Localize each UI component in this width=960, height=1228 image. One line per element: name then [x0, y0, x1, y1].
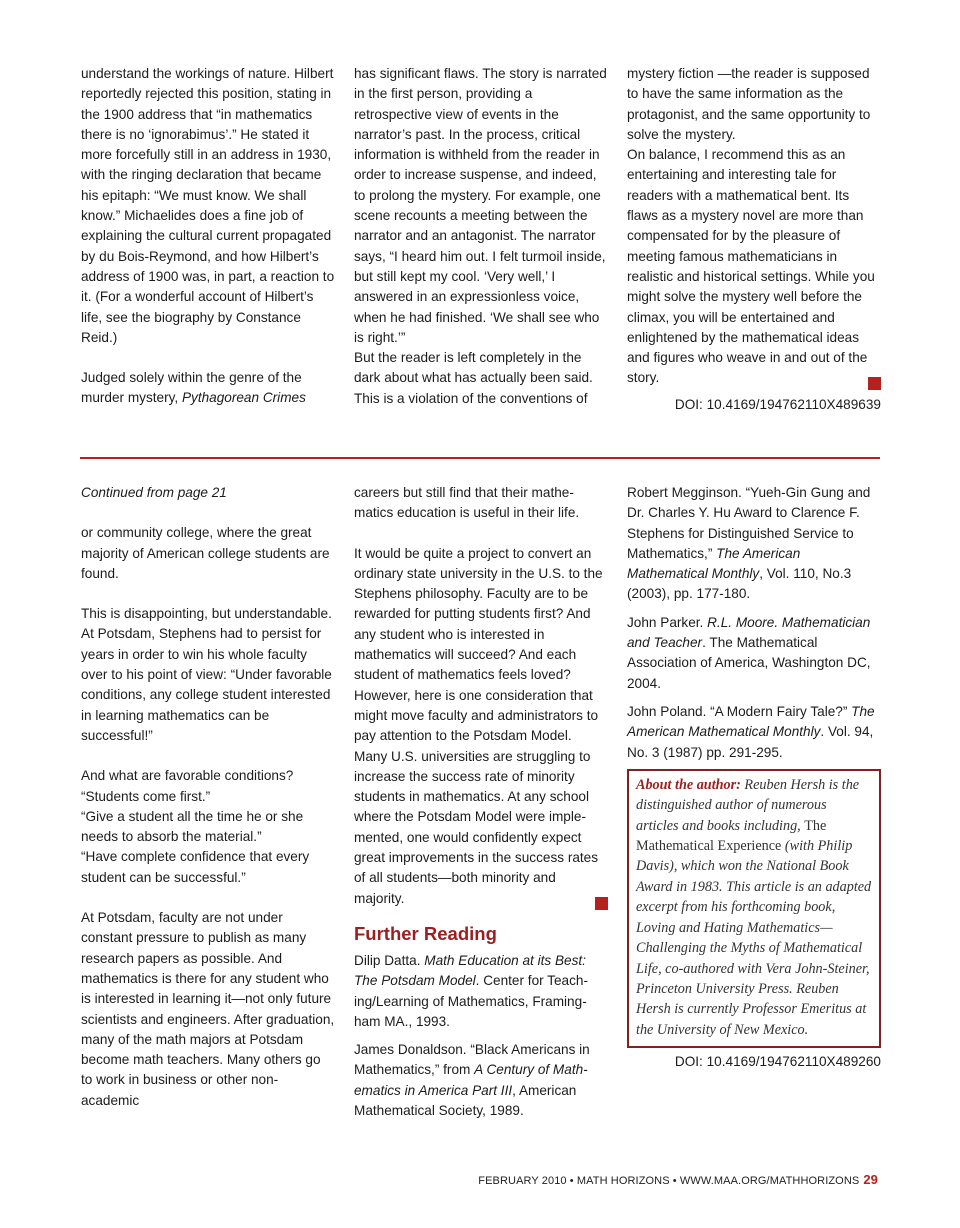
- paragraph: It would be quite a project to convert an ordinary state university in the U.S. to the Stephens philosophy. Faculty are to be rewarded for putting students first? And any student who is interested in mathematics will succeed? And each student of mathematics feels loved? However, here is one consideration that might move faculty and administrators to pay attention to the Potsdam Model. Many U.S. universities are struggling to increase the success rate of minority students in mathematics. At any school where the Potsdam Model were implemented, one would confidently expect great improvements in the success rates of all students—both minority and majority.: [354, 545, 603, 906]
- reference-text: Robert Megginson. “Yueh-Gin Gung and Dr. Charles Y. Hu Award to Clarence F. Stephens for Distinguished Service to Mathematics,”: [627, 485, 871, 561]
- paragraph: has significant flaws. The story is narrated in the first person, providing a retrospective view of events in the narrator’s past. In the process, critical information is withheld from the reader in order to increase suspense, and indeed, to prolong the mystery. For example, one scene recounts a meeting between the narrator and an antagonist. The narrator says, “I heard him out. I felt turmoil inside, but still kept my cool. ‘Very well,’ I answered in an expressionless voice, when he had finished. ‘We shall see who is right.’”: [354, 66, 607, 345]
- reference: [627, 483, 881, 605]
- page-footer: [478, 1170, 878, 1191]
- book-title: Pythagorean Crimes: [181, 390, 306, 406]
- paragraph: understand the workings of nature. Hilbert reportedly rejected this position, stating in the 1900 address that “in mathematics there is no ‘ignorabimus’.” He stated it more forcefully still in an address in 1930, with the ringing declaration that became his epitaph: “We must know. We shall know.” Michaelides does a fine job of explaining the cultural current propagated by du Bois-Reymond, and how Hilbert’s address of 1900 was, in part, a reaction to it. (For a wonderful account of Hilbert’s life, see the biography by Constance Reid.): [81, 66, 335, 345]
- paragraph: “Have complete confidence that every student can be successful.”: [81, 849, 310, 885]
- continued-note: Continued from page 21: [81, 485, 227, 500]
- paragraph: “Give a student all the time he or she needs to absorb the material.”: [81, 808, 304, 845]
- reference-text: , American Mathematical Society, 1989.: [354, 1082, 577, 1119]
- reference-text: Dilip Datta.: [354, 952, 425, 968]
- paragraph: “Students come first.”: [81, 788, 211, 804]
- reference-text: . Center for Teaching/Learning of Mathematics, Framingham MA., 1993.: [354, 973, 588, 1029]
- about-author-text: (with Philip Davis), which won the National Book Award in 1983. This article is an adapted excerpt from his forthcoming book,: [636, 838, 872, 916]
- about-author-text: Reuben Hersh is the distinguished author of numerous articles and books including,: [636, 776, 860, 834]
- doi: DOI: 10.4169/194762110X489260: [674, 1054, 881, 1070]
- footer-text: FEBRUARY 2010 • MATH HORIZONS • WWW.MAA.ORG/MATHHORIZONS: [478, 1175, 860, 1187]
- reference-title: R.L. Moore. Mathematician and Teacher: [627, 614, 871, 651]
- top-column-1: [81, 64, 335, 409]
- reference-title: A Century of Mathematics in America Part III: [354, 1062, 588, 1098]
- paragraph-text: Judged solely within the genre of the murder mystery,: [81, 370, 302, 406]
- doi: DOI: 10.4169/194762110X489639: [674, 396, 881, 412]
- top-column-2: [354, 64, 608, 409]
- section-divider: [80, 457, 880, 459]
- reference-title: The American Mathematical Monthly: [627, 703, 875, 740]
- paragraph: This is disappointing, but understandable. At Potsdam, Stephens had to persist for years in order to win his whole faculty over to his point of view: “Under favorable conditions, any college student interested in learning mathematics can be successful!”: [81, 606, 332, 743]
- paragraph: And what are favorable conditions?: [81, 768, 294, 784]
- end-mark: [627, 375, 881, 389]
- book-title: The Mathematical Experience: [636, 817, 827, 855]
- further-reading-heading: Further Reading: [354, 922, 497, 944]
- paragraph: careers but still find that their mathematics education is useful in their life.: [354, 485, 580, 521]
- page-number: 29: [863, 1172, 878, 1187]
- paragraph: On balance, I recommend this as an entertaining and interesting tale for readers with a mathematical bent. Its flaws as a mystery novel are more than compensated for by the pleasure of meeting famous mathematicians in realistic and historical settings. While you might solve the mystery well before the climax, you will be entertained and enlightened by the mathematical ideas and figures who weave in and out of the story.: [627, 147, 875, 386]
- reference-text: . Vol. 94, No. 3 (1987) pp. 291-295.: [627, 724, 874, 760]
- reference-text: John Parker.: [627, 614, 708, 630]
- paragraph: But the reader is left completely in the dark about what has actually been said. This is a violation of the conventions of: [354, 350, 593, 406]
- about-author-text: co-authored with Vera John-Steiner, Princeton University Press. Reuben Hersh is currently Professor Emeritus at the University of New Mexico.: [636, 960, 870, 1038]
- end-square-icon: [595, 897, 608, 910]
- paragraph: At Potsdam, faculty are not under constant pressure to publish as many research papers as possible. And mathematics is there for any student who is interested in learning it—not only future scientists and engineers. After graduation, many of the math majors at Potsdam become math teachers. Many others go to work in business or other non-academic: [81, 910, 335, 1108]
- about-author-label: About the author:: [636, 776, 741, 793]
- reference: [354, 1040, 608, 1121]
- reference: [354, 951, 608, 1032]
- bottom-column-2: [354, 483, 608, 1121]
- paragraph: [81, 368, 335, 409]
- end-square-icon: [868, 377, 881, 390]
- reference-title: The American Mathematical Monthly: [627, 545, 801, 582]
- reference-title: Math Education at its Best: The Potsdam Model: [354, 952, 586, 989]
- about-author-box: [627, 769, 881, 1048]
- reference: [627, 702, 881, 763]
- reference-text: James Donaldson. “Black Americans in Mathematics,” from: [354, 1042, 590, 1078]
- reference: [627, 613, 881, 694]
- book-title: Loving and Hating Mathematics—Challenging the Myths of Mathematical Life,: [636, 919, 863, 977]
- reference-text: , Vol. 110, No.3 (2003), pp. 177-180.: [627, 566, 852, 602]
- paragraph: or community college, where the great majority of American college students are found.: [81, 525, 330, 581]
- bottom-column-1: [81, 483, 335, 1111]
- reference-text: John Poland. “A Modern Fairy Tale?”: [627, 703, 852, 719]
- top-column-3: [627, 64, 881, 415]
- bottom-column-3: [627, 483, 881, 1072]
- reference-text: . The Mathematical Association of America, Washington DC, 2004.: [627, 635, 871, 691]
- paragraph: mystery fiction —the reader is supposed to have the same information as the protagonist, and the same opportunity to solve the mystery.: [627, 66, 871, 142]
